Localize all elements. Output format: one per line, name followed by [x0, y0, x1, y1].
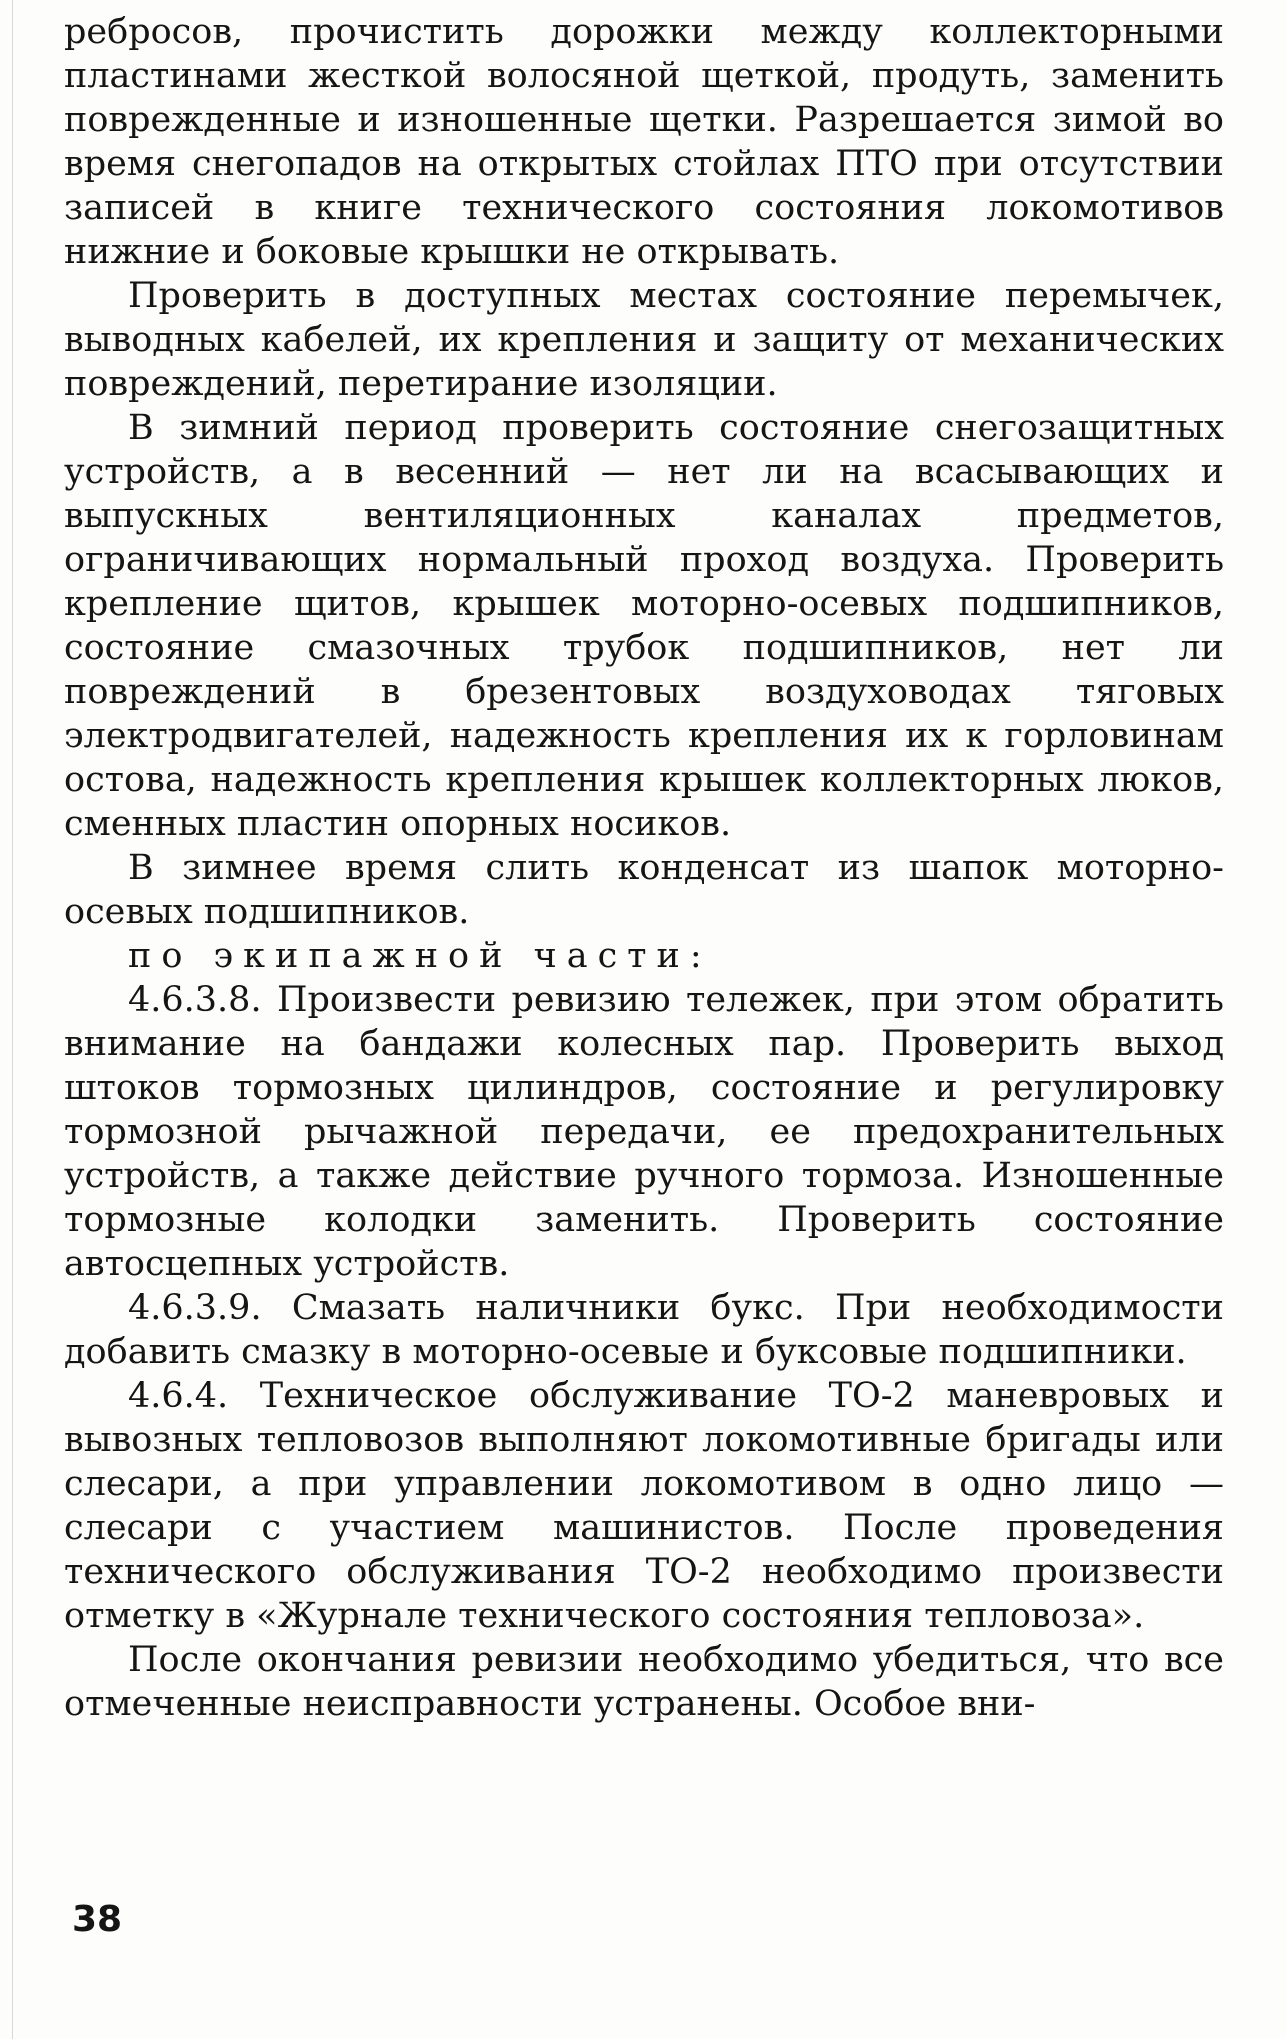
paragraph-winter-check: В зимний период проверить состояние снегозащитных устройств, а в весенний — нет ли на всасывающих и выпускных вентиляционных каналах предметов, ограничивающих нормальный проход воздуха. Проверить крепление щитов, крышек моторно-осевых подшипников, состояние смазочных трубок подшипников, нет ли повреждений в брезентовых воздуховодах тяговых электродвигателей, надежность крепления их к горловинам остова, надежность крепления крышек коллекторных люков, сменных пластин опорных носиков.	[64, 408, 1224, 844]
paragraph-condensate: В зимнее время слить конденсат из шапок моторно-осевых подшипников.	[64, 848, 1224, 932]
body-text	[64, 10, 1224, 1726]
paragraph-continuation: ребросов, прочистить дорожки между коллекторными пластинами жесткой волосяной щеткой, продуть, заменить поврежденные и изношенные щетки. Разрешается зимой во время снегопадов на открытых стойлах ПТО при отсутствии записей в книге технического состояния локомотивов нижние и боковые крышки не открывать.	[64, 12, 1224, 272]
paragraph-4-6-3-8: 4.6.3.8. Произвести ревизию тележек, при этом обратить внимание на бандажи колесных пар. Проверить выход штоков тормозных цилиндров, состояние и регулировку тормозной рычажной передачи, ее предохранительных устройств, а также действие ручного тормоза. Изношенные тормозные колодки заменить. Проверить состояние автосцепных устройств.	[64, 980, 1224, 1284]
section-heading-undercarriage: по экипажной части:	[128, 936, 712, 976]
paragraph-after-revision: После окончания ревизии необходимо убедиться, что все отмеченные неисправности устранены. Особое вни-	[64, 1640, 1224, 1724]
paragraph-jumpers-check: Проверить в доступных местах состояние перемычек, выводных кабелей, их крепления и защиту от механических повреждений, перетирание изоляции.	[64, 276, 1224, 404]
scan-edge-line	[12, 0, 13, 2039]
page-number: 38	[72, 1899, 123, 1940]
paragraph-4-6-3-9: 4.6.3.9. Смазать наличники букс. При необходимости добавить смазку в моторно-осевые и буксовые подшипники.	[64, 1288, 1224, 1372]
paragraph-4-6-4: 4.6.4. Техническое обслуживание ТО-2 маневровых и вывозных тепловозов выполняют локомотивные бригады или слесари, а при управлении локомотивом в одно лицо — слесари с участием машинистов. После проведения технического обслуживания ТО-2 необходимо произвести отметку в «Журнале технического состояния тепловоза».	[64, 1376, 1224, 1636]
